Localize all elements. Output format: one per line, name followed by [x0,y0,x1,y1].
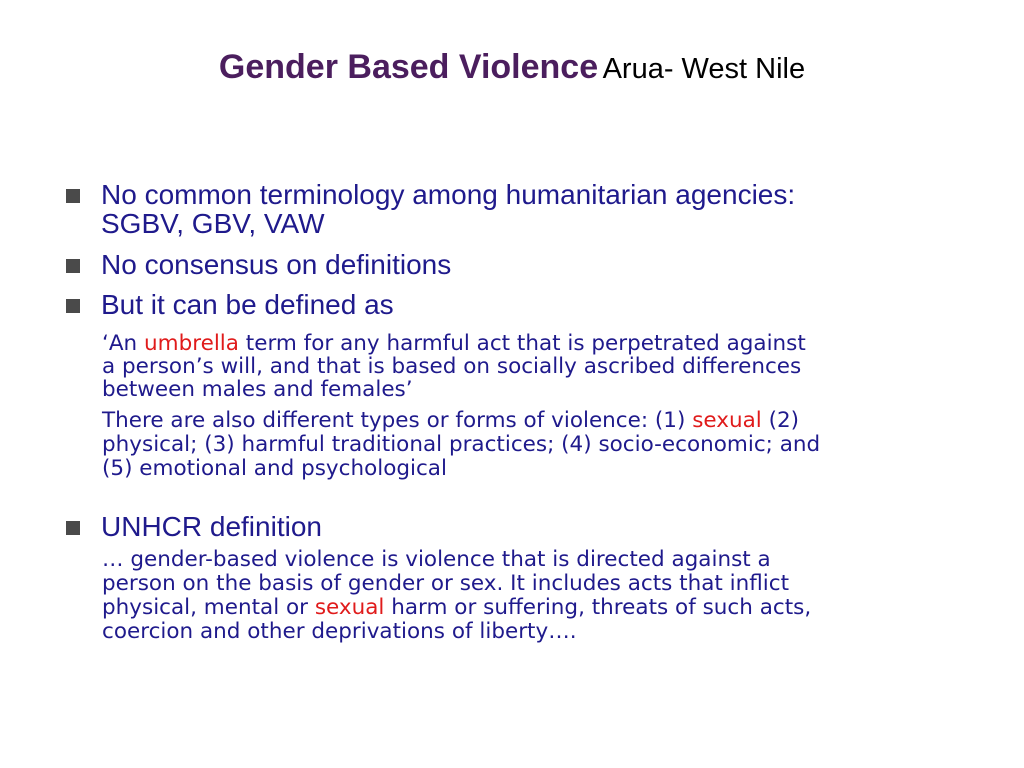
bullet-text-line2: SGBV, GBV, VAW [101,208,325,239]
bullet-text: UNHCR definition [101,511,322,542]
bullet-marker [66,189,80,203]
bullet-text: But it can be defined as [101,289,394,320]
unhcr-line1: … gender-based violence is violence that is directed against a [102,547,771,572]
slide-title [0,48,1024,87]
highlight-umbrella: umbrella [144,331,239,356]
unhcr-line4: coercion and other deprivations of liberty…. [102,619,577,644]
definition-quote-line2: a person’s will, and that is based on socially ascribed differences [102,354,802,379]
bullet-marker [66,299,80,313]
unhcr-line3: physical, mental or sexual harm or suffering, threats of such acts, [102,595,812,620]
highlight-sexual-unhcr: sexual [314,595,385,620]
forms-line1: There are also different types or forms of violence: (1) sexual (2) [102,408,800,433]
title-main: Gender Based Violence [218,48,599,86]
title-location: Arua- West Nile [602,53,806,85]
definition-quote-line3: between males and females’ [102,377,413,402]
unhcr-line2: person on the basis of gender or sex. It includes acts that inflict [102,571,790,596]
bullet-text: No consensus on definitions [101,249,452,280]
highlight-sexual: sexual [692,408,762,433]
bullet-text-line1: No common terminology among humanitarian agencies: [101,179,796,210]
bullet-marker [66,259,80,273]
bullet-marker [66,521,80,535]
forms-line3: (5) emotional and psychological [102,456,447,481]
definition-quote-line1: ‘An umbrella term for any harmful act that is perpetrated against [102,331,806,356]
forms-line2: physical; (3) harmful traditional practices; (4) socio-economic; and [102,432,821,457]
